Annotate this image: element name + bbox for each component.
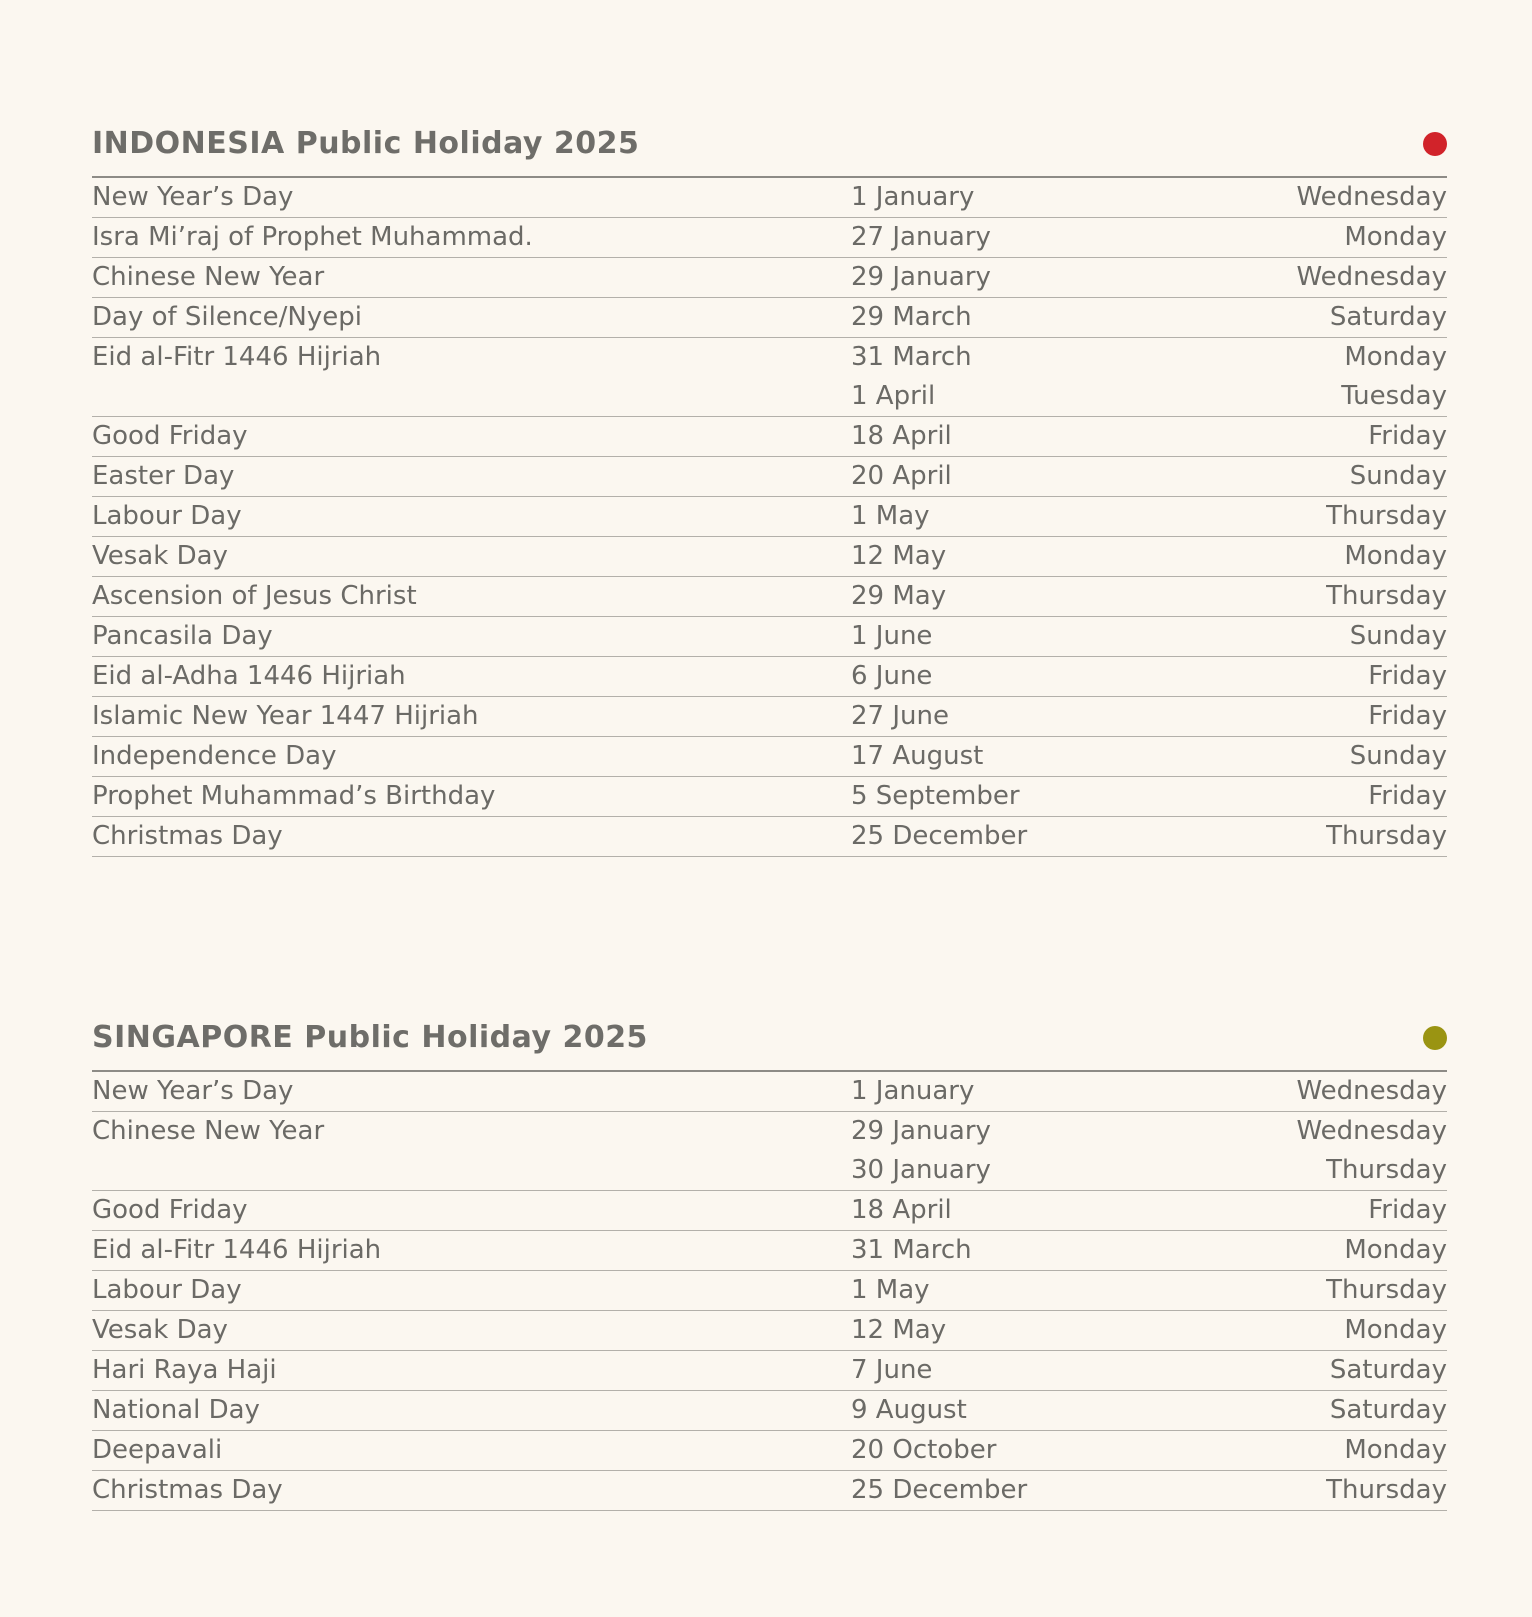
holiday-line: [92, 497, 1447, 536]
holiday-line: [92, 1391, 1447, 1430]
holiday-row: [92, 1471, 1447, 1511]
holiday-date: 17 August: [851, 741, 984, 771]
holiday-weekday: Friday: [1368, 661, 1447, 691]
holiday-name: Eid al-Adha 1446 Hijriah: [92, 661, 406, 691]
holiday-name: Easter Day: [92, 461, 235, 491]
holiday-line: [92, 258, 1447, 297]
holiday-line: [92, 577, 1447, 616]
holiday-line: [92, 1231, 1447, 1270]
holiday-weekday: Monday: [1344, 222, 1447, 252]
holiday-weekday: Monday: [1344, 342, 1447, 372]
holiday-date: 1 May: [851, 501, 930, 531]
holiday-row: [92, 737, 1447, 777]
holiday-date: 18 April: [851, 1195, 952, 1225]
holiday-weekday: Sunday: [1349, 621, 1447, 651]
holiday-date: 7 June: [851, 1355, 933, 1385]
holiday-date: 1 January: [851, 1076, 975, 1106]
holiday-name: Day of Silence/Nyepi: [92, 302, 362, 332]
holiday-date: 20 October: [851, 1435, 997, 1465]
holiday-line: [92, 377, 1447, 416]
holiday-date: 12 May: [851, 541, 947, 571]
holiday-date: 20 April: [851, 461, 952, 491]
holiday-row: [92, 1431, 1447, 1471]
holiday-name: Labour Day: [92, 1275, 242, 1305]
section-header: [92, 1016, 1447, 1072]
holiday-weekday: Friday: [1368, 421, 1447, 451]
holiday-line: [92, 1191, 1447, 1230]
holiday-weekday: Monday: [1344, 1315, 1447, 1345]
holiday-weekday: Wednesday: [1296, 182, 1447, 212]
holiday-row: [92, 258, 1447, 298]
holiday-weekday: Sunday: [1349, 741, 1447, 771]
holiday-line: [92, 1151, 1447, 1190]
holiday-date: 1 May: [851, 1275, 930, 1305]
holiday-weekday: Tuesday: [1341, 381, 1447, 411]
holiday-date: 29 May: [851, 581, 947, 611]
holiday-name: Isra Mi’raj of Prophet Muhammad.: [92, 222, 533, 252]
singapore-holiday-section: [92, 1016, 1447, 1511]
holiday-name: Eid al-Fitr 1446 Hijriah: [92, 342, 382, 372]
holiday-name: Chinese New Year: [92, 1116, 325, 1146]
olive-dot-icon: [1423, 1026, 1447, 1050]
holiday-date: 1 June: [851, 621, 933, 651]
holiday-line: [92, 1072, 1447, 1111]
holiday-date: 31 March: [851, 342, 972, 372]
holiday-name: Eid al-Fitr 1446 Hijriah: [92, 1235, 382, 1265]
holiday-date: 9 August: [851, 1395, 967, 1425]
holiday-line: [92, 697, 1447, 736]
section-title: INDONESIA Public Holiday 2025: [92, 126, 640, 161]
holiday-row: [92, 417, 1447, 457]
holiday-weekday: Friday: [1368, 701, 1447, 731]
holiday-row: [92, 777, 1447, 817]
holiday-weekday: Friday: [1368, 1195, 1447, 1225]
holiday-weekday: Monday: [1344, 541, 1447, 571]
holiday-line: [92, 657, 1447, 696]
holiday-name: Vesak Day: [92, 541, 228, 571]
holiday-weekday: Monday: [1344, 1435, 1447, 1465]
holiday-name: Vesak Day: [92, 1315, 228, 1345]
holiday-weekday: Wednesday: [1296, 1116, 1447, 1146]
holiday-row: [92, 617, 1447, 657]
holiday-row: [92, 657, 1447, 697]
holiday-line: [92, 457, 1447, 496]
holiday-name: Pancasila Day: [92, 621, 273, 651]
holiday-name: New Year’s Day: [92, 1076, 294, 1106]
holiday-name: Hari Raya Haji: [92, 1355, 277, 1385]
holiday-line: [92, 817, 1447, 856]
holiday-name: Islamic New Year 1447 Hijriah: [92, 701, 479, 731]
holiday-line: [92, 777, 1447, 816]
holiday-row: [92, 697, 1447, 737]
holiday-line: [92, 1112, 1447, 1151]
holiday-row: [92, 178, 1447, 218]
holiday-line: [92, 178, 1447, 217]
holiday-weekday: Saturday: [1329, 302, 1447, 332]
holiday-date: 27 January: [851, 222, 991, 252]
holiday-line: [92, 417, 1447, 456]
holiday-date: 1 April: [851, 381, 936, 411]
holiday-line: [92, 1471, 1447, 1510]
holiday-date: 29 March: [851, 302, 972, 332]
holiday-name: Deepavali: [92, 1435, 223, 1465]
holiday-date: 1 January: [851, 182, 975, 212]
holiday-row: [92, 817, 1447, 857]
holiday-name: Independence Day: [92, 741, 337, 771]
holiday-row: [92, 1191, 1447, 1231]
holiday-weekday: Saturday: [1329, 1355, 1447, 1385]
holiday-name: National Day: [92, 1395, 260, 1425]
holiday-line: [92, 537, 1447, 576]
holiday-name: Good Friday: [92, 421, 248, 451]
holiday-name: New Year’s Day: [92, 182, 294, 212]
holiday-date: 12 May: [851, 1315, 947, 1345]
holiday-line: [92, 338, 1447, 377]
holiday-weekday: Wednesday: [1296, 262, 1447, 292]
holiday-line: [92, 1311, 1447, 1350]
holiday-line: [92, 1271, 1447, 1310]
holiday-row: [92, 1311, 1447, 1351]
holiday-line: [92, 1431, 1447, 1470]
holiday-date: 5 September: [851, 781, 1020, 811]
holiday-date: 29 January: [851, 1116, 991, 1146]
holiday-weekday: Saturday: [1329, 1395, 1447, 1425]
holiday-weekday: Friday: [1368, 781, 1447, 811]
holiday-line: [92, 298, 1447, 337]
holiday-date: 30 January: [851, 1155, 991, 1185]
holiday-weekday: Thursday: [1326, 501, 1447, 531]
holiday-date: 18 April: [851, 421, 952, 451]
holiday-weekday: Wednesday: [1296, 1076, 1447, 1106]
holiday-date: 6 June: [851, 661, 933, 691]
holiday-line: [92, 617, 1447, 656]
holiday-row: [92, 1271, 1447, 1311]
section-header: [92, 122, 1447, 178]
holiday-name: Labour Day: [92, 501, 242, 531]
holiday-name: Christmas Day: [92, 1475, 283, 1505]
holiday-weekday: Thursday: [1326, 581, 1447, 611]
holiday-weekday: Sunday: [1349, 461, 1447, 491]
holiday-date: 27 June: [851, 701, 949, 731]
holiday-name: Ascension of Jesus Christ: [92, 581, 417, 611]
section-title: SINGAPORE Public Holiday 2025: [92, 1020, 648, 1055]
holiday-date: 31 March: [851, 1235, 972, 1265]
indonesia-holiday-section: [92, 122, 1447, 857]
holiday-line: [92, 218, 1447, 257]
holiday-row: [92, 497, 1447, 537]
holiday-list: [92, 178, 1447, 857]
holiday-weekday: Thursday: [1326, 1475, 1447, 1505]
holiday-date: 29 January: [851, 262, 991, 292]
holiday-line: [92, 1351, 1447, 1390]
red-dot-icon: [1423, 132, 1447, 156]
holiday-row: [92, 1351, 1447, 1391]
holiday-row: [92, 457, 1447, 497]
holiday-row: [92, 1112, 1447, 1191]
holiday-list: [92, 1072, 1447, 1511]
holiday-name: Prophet Muhammad’s Birthday: [92, 781, 496, 811]
holiday-weekday: Monday: [1344, 1235, 1447, 1265]
holiday-row: [92, 1072, 1447, 1112]
holiday-row: [92, 1231, 1447, 1271]
holiday-name: Good Friday: [92, 1195, 248, 1225]
holiday-row: [92, 218, 1447, 258]
holiday-row: [92, 298, 1447, 338]
holiday-row: [92, 537, 1447, 577]
holiday-date: 25 December: [851, 1475, 1028, 1505]
holiday-name: Chinese New Year: [92, 262, 325, 292]
holiday-date: 25 December: [851, 821, 1028, 851]
holiday-row: [92, 577, 1447, 617]
holiday-row: [92, 1391, 1447, 1431]
holiday-weekday: Thursday: [1326, 1275, 1447, 1305]
holiday-name: Christmas Day: [92, 821, 283, 851]
holiday-weekday: Thursday: [1326, 821, 1447, 851]
holiday-row: [92, 338, 1447, 417]
holiday-weekday: Thursday: [1326, 1155, 1447, 1185]
holiday-line: [92, 737, 1447, 776]
